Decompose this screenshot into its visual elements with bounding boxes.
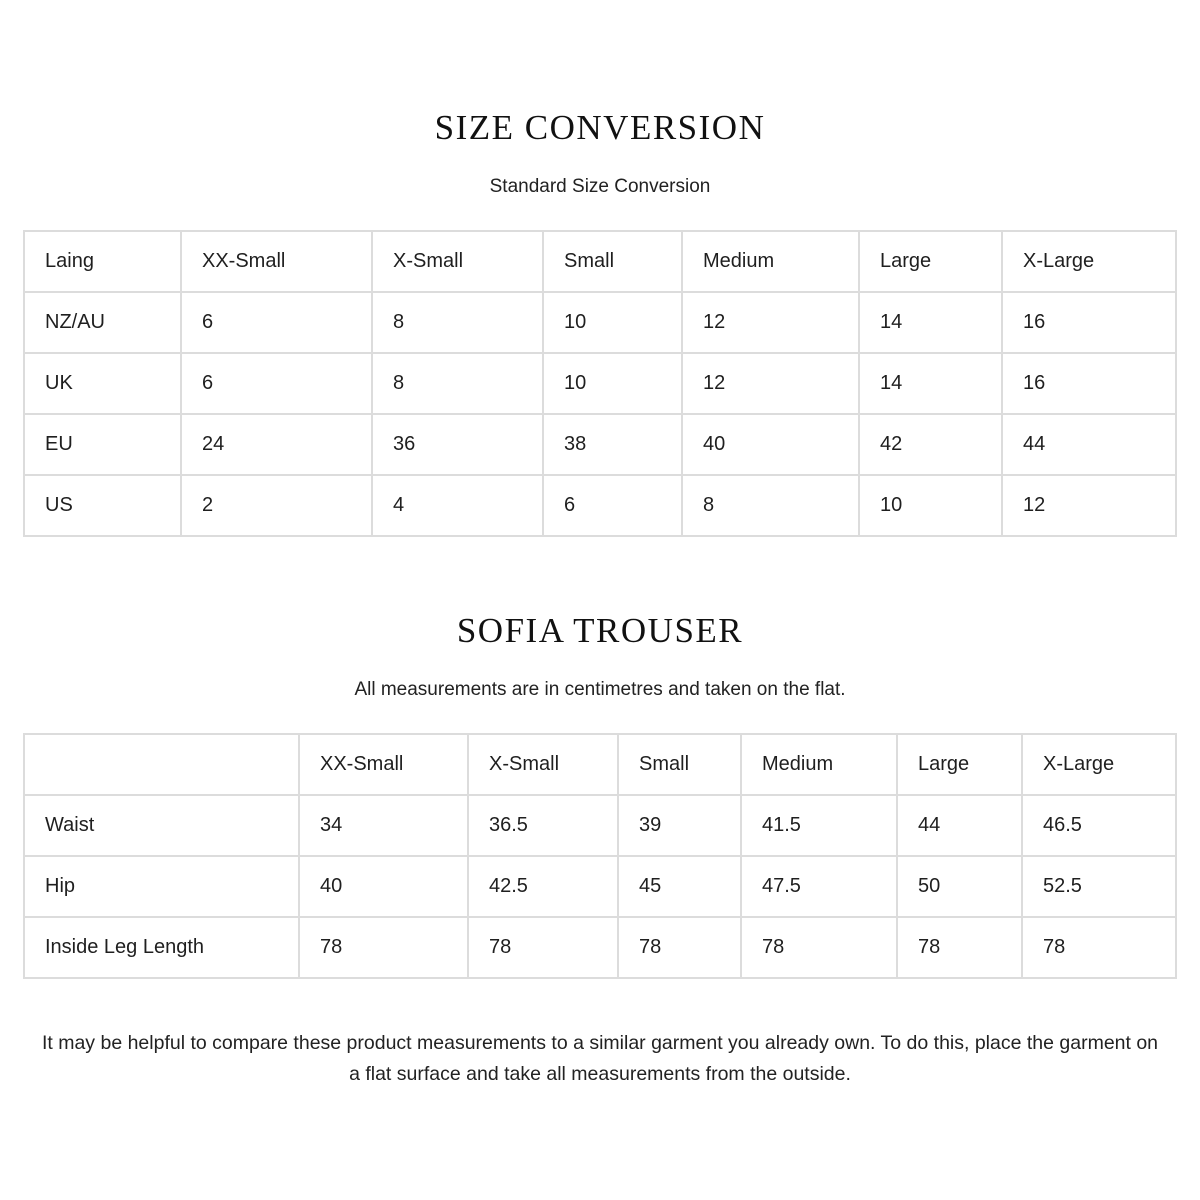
size-conversion-subtitle: Standard Size Conversion [489, 176, 711, 197]
table-cell: 4 [372, 475, 543, 536]
table-cell: 46.5 [1022, 795, 1176, 856]
table-cell: 36 [372, 414, 543, 475]
table-cell: 42 [859, 414, 1002, 475]
table-cell: 41.5 [741, 795, 897, 856]
table-row [24, 353, 1176, 414]
table-cell: 44 [897, 795, 1022, 856]
table-cell: 38 [543, 414, 682, 475]
header-cell: Large [897, 734, 1022, 795]
table-cell: 42.5 [468, 856, 618, 917]
table-cell: 40 [299, 856, 468, 917]
table-row [24, 856, 1176, 917]
row-label-cell: Inside Leg Length [24, 917, 299, 978]
table-cell: 34 [299, 795, 468, 856]
table-cell: 36.5 [468, 795, 618, 856]
header-cell: XX-Small [181, 231, 372, 292]
table-cell: 14 [859, 292, 1002, 353]
table-cell: 12 [682, 353, 859, 414]
table-cell: 6 [181, 353, 372, 414]
table-cell: 10 [543, 353, 682, 414]
header-cell: X-Large [1002, 231, 1176, 292]
header-cell [24, 734, 299, 795]
table-cell: 6 [543, 475, 682, 536]
table-cell: 52.5 [1022, 856, 1176, 917]
table-cell: 78 [468, 917, 618, 978]
table-cell: 40 [682, 414, 859, 475]
header-cell: Large [859, 231, 1002, 292]
table-row [24, 292, 1176, 353]
sofia-trouser-title: SOFIA TROUSER [456, 611, 744, 650]
measurement-advice-note: It may be helpful to compare these product measurements to a similar garment you already own. To do this, place the garment on a flat surface and take all measurements from the outside. [41, 1032, 1159, 1085]
table-cell: 10 [859, 475, 1002, 536]
table-cell: 78 [299, 917, 468, 978]
header-cell: Small [618, 734, 741, 795]
row-label-cell: Waist [24, 795, 299, 856]
table-cell: 78 [618, 917, 741, 978]
table-cell: 14 [859, 353, 1002, 414]
table-cell: 78 [897, 917, 1022, 978]
row-label-cell: US [24, 475, 181, 536]
table-cell: 12 [682, 292, 859, 353]
header-cell: X-Small [372, 231, 543, 292]
header-cell: Medium [682, 231, 859, 292]
table-cell: 12 [1002, 475, 1176, 536]
header-cell: Small [543, 231, 682, 292]
table-cell: 50 [897, 856, 1022, 917]
table-cell: 39 [618, 795, 741, 856]
table-cell: 10 [543, 292, 682, 353]
header-cell: Medium [741, 734, 897, 795]
table-cell: 6 [181, 292, 372, 353]
table-cell: 2 [181, 475, 372, 536]
row-label-cell: NZ/AU [24, 292, 181, 353]
table-cell: 8 [372, 292, 543, 353]
table-row [24, 795, 1176, 856]
row-label-cell: EU [24, 414, 181, 475]
header-cell: X-Large [1022, 734, 1176, 795]
table-cell: 24 [181, 414, 372, 475]
table-row [24, 917, 1176, 978]
table-cell: 78 [1022, 917, 1176, 978]
table-cell: 8 [682, 475, 859, 536]
table-header-row [24, 231, 1176, 292]
size-conversion-table [23, 230, 1177, 537]
row-label-cell: UK [24, 353, 181, 414]
size-conversion-title: SIZE CONVERSION [434, 108, 766, 147]
table-cell: 16 [1002, 353, 1176, 414]
header-cell: XX-Small [299, 734, 468, 795]
header-cell: X-Small [468, 734, 618, 795]
table-row [24, 475, 1176, 536]
table-cell: 47.5 [741, 856, 897, 917]
table-header-row [24, 734, 1176, 795]
row-label-cell: Hip [24, 856, 299, 917]
sofia-trouser-subtitle: All measurements are in centimetres and taken on the flat. [354, 679, 846, 700]
table-cell: 78 [741, 917, 897, 978]
header-cell: Laing [24, 231, 181, 292]
table-cell: 45 [618, 856, 741, 917]
table-cell: 8 [372, 353, 543, 414]
table-cell: 44 [1002, 414, 1176, 475]
table-row [24, 414, 1176, 475]
table-cell: 16 [1002, 292, 1176, 353]
trouser-measurements-table [23, 733, 1177, 979]
